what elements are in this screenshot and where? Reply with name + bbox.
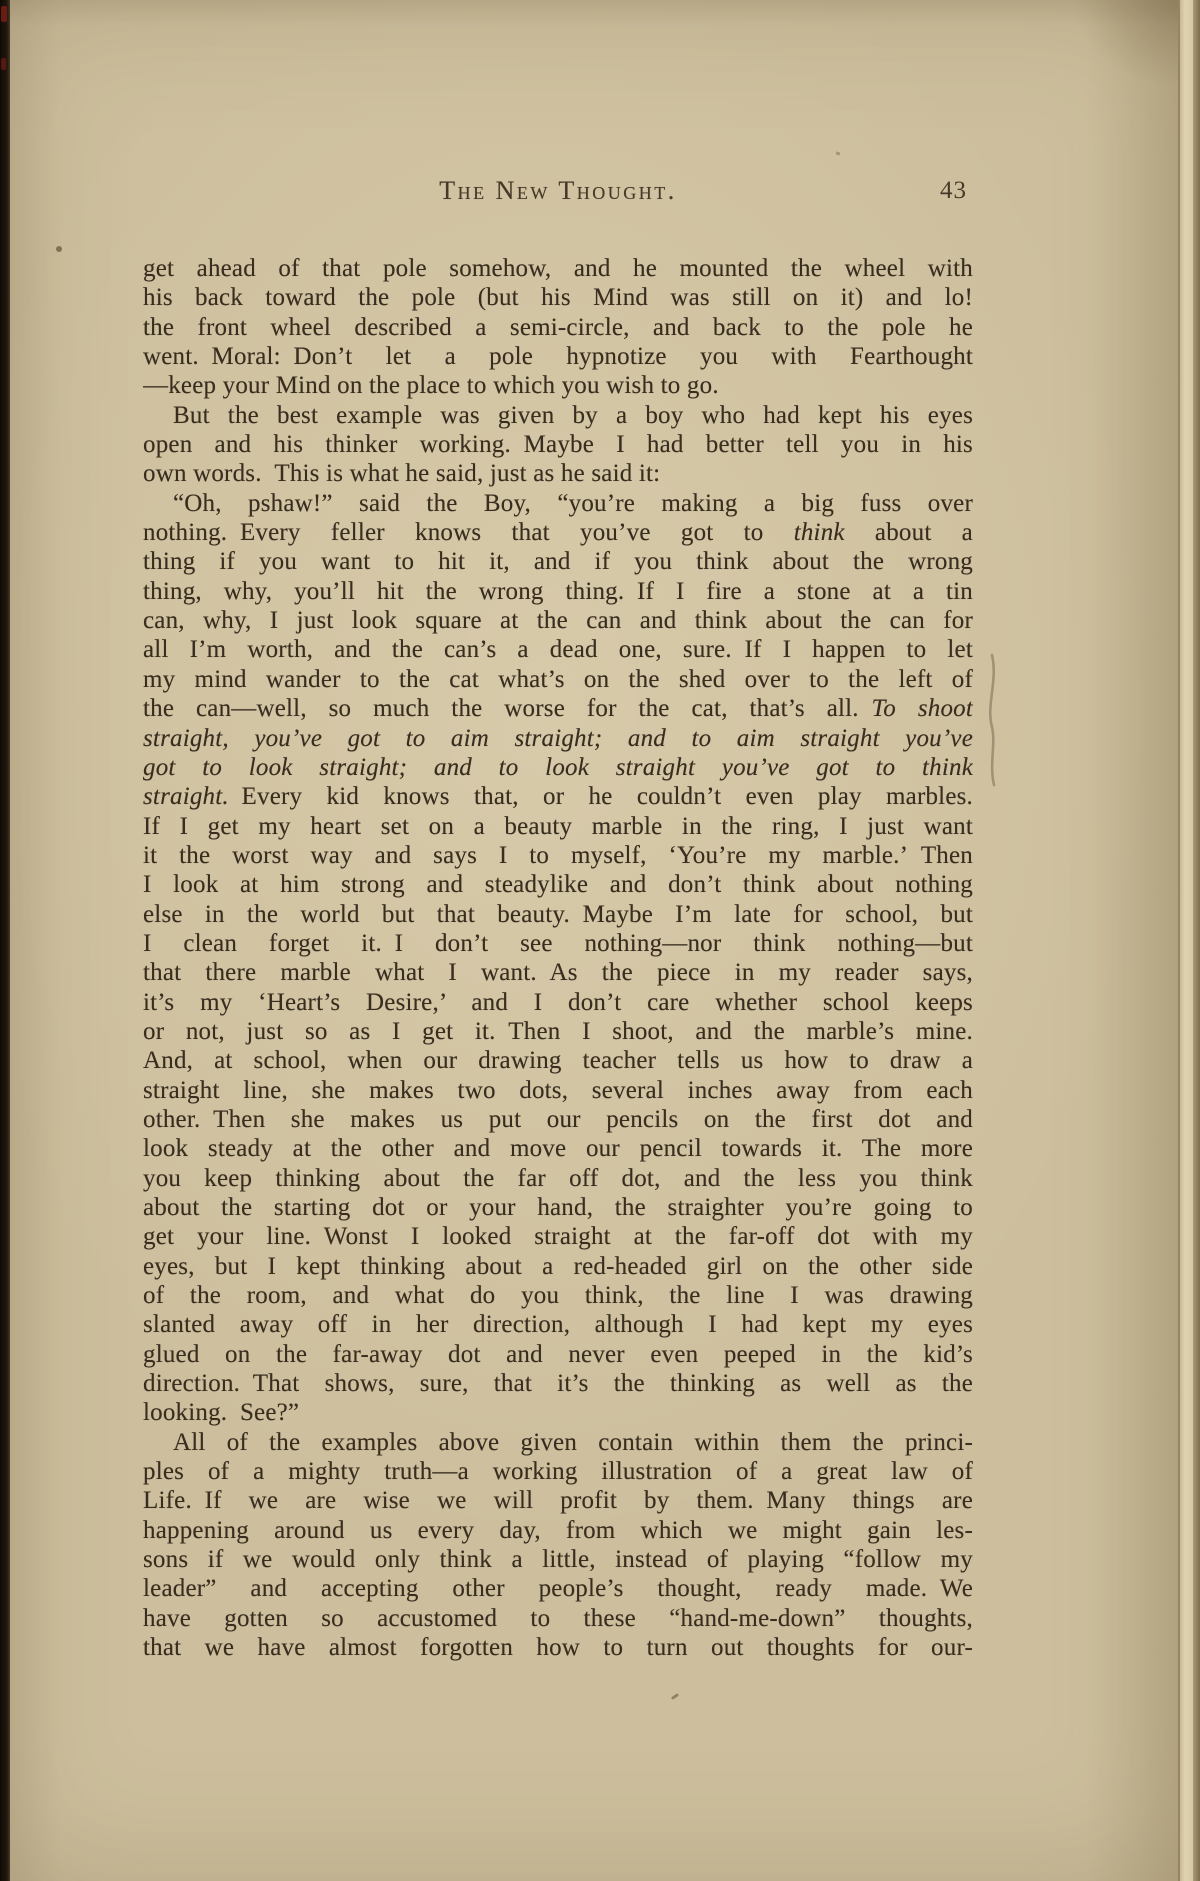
text-segment: direction. That shows, sure, that it’s the thinking as well as the bbox=[143, 1370, 973, 1398]
text-segment: or not, just so as I get it. Then I shoot, and the marble’s mine. bbox=[143, 1017, 973, 1045]
text-segment: nothing. Every feller knows that you’ve got to bbox=[143, 519, 794, 547]
text-line bbox=[143, 313, 973, 342]
book-fore-edge-shadow bbox=[1193, 0, 1200, 1881]
text-line bbox=[143, 1105, 973, 1134]
italic-text-segment: think bbox=[793, 519, 845, 547]
binding-gutter-strip bbox=[0, 0, 10, 1881]
text-segment: get your line. Wonst I looked straight at the far-off dot with my bbox=[143, 1223, 973, 1251]
text-segment: slanted away off in her direction, although I had kept my eyes bbox=[143, 1311, 973, 1339]
text-line bbox=[143, 283, 973, 312]
text-segment: went. Moral: Don’t let a pole hypnotize you with Fearthought bbox=[143, 343, 973, 371]
text-line bbox=[143, 1457, 973, 1486]
text-segment: the front wheel described a semi-circle, and back to the pole he bbox=[143, 313, 973, 341]
text-line bbox=[143, 1193, 973, 1222]
text-segment: ples of a mighty truth—a working illustration of a great law of bbox=[143, 1458, 973, 1486]
text-line bbox=[143, 1076, 973, 1105]
paper-speck bbox=[56, 246, 62, 252]
text-line bbox=[143, 342, 973, 371]
text-segment: it the worst way and says I to myself, ‘You’re my marble.’ Then bbox=[143, 841, 973, 869]
text-line bbox=[143, 724, 973, 753]
text-line bbox=[143, 1369, 973, 1398]
red-ink-blemish bbox=[1, 58, 6, 70]
text-line bbox=[143, 1017, 973, 1046]
text-segment: “Oh, pshaw!” said the Boy, “you’re making a big fuss over bbox=[173, 489, 973, 517]
text-segment: that we have almost forgotten how to turn out thoughts for our- bbox=[143, 1634, 973, 1662]
text-line bbox=[143, 1252, 973, 1281]
text-line bbox=[143, 753, 973, 782]
text-segment: I clean forget it. I don’t see nothing—nor think nothing—but bbox=[143, 929, 973, 957]
text-segment: all I’m worth, and the can’s a dead one, sure. If I happen to let bbox=[143, 636, 973, 664]
text-segment: about a bbox=[844, 519, 973, 547]
text-segment: look steady at the other and move our pencil towards it. The more bbox=[143, 1135, 973, 1163]
text-segment: other. Then she makes us put our pencils on the first dot and bbox=[143, 1105, 973, 1133]
text-segment: thing, why, you’ll hit the wrong thing. If I fire a stone at a tin bbox=[143, 577, 973, 605]
text-line bbox=[143, 1604, 973, 1633]
text-line bbox=[143, 1281, 973, 1310]
italic-text-segment: To shoot bbox=[871, 695, 973, 723]
text-segment: own words. This is what he said, just as he said it: bbox=[143, 460, 661, 488]
text-segment: have gotten so accustomed to these “hand-me-down” thoughts, bbox=[143, 1604, 973, 1632]
pencil-margin-mark bbox=[983, 653, 1005, 787]
text-segment: looking. See?” bbox=[143, 1399, 300, 1427]
text-segment: All of the examples above given contain within them the princi- bbox=[173, 1428, 973, 1456]
text-line bbox=[143, 401, 973, 430]
text-line bbox=[143, 1516, 973, 1545]
running-title: The New Thought. bbox=[439, 176, 677, 205]
italic-text-segment: got to look straight; and to look straight you’ve got to think bbox=[143, 753, 973, 781]
text-line bbox=[143, 577, 973, 606]
text-segment: leader” and accepting other people’s thought, ready made. We bbox=[143, 1575, 973, 1603]
text-segment: the can—well, so much the worse for the cat, that’s all. bbox=[143, 695, 872, 723]
body-text bbox=[143, 254, 973, 1663]
italic-text-segment: straight. bbox=[143, 783, 229, 811]
text-segment: straight line, she makes two dots, several inches away from each bbox=[143, 1076, 973, 1104]
text-line bbox=[143, 812, 973, 841]
text-line bbox=[143, 694, 973, 723]
text-segment: his back toward the pole (but his Mind was still on it) and lo! bbox=[143, 284, 973, 312]
text-line bbox=[143, 958, 973, 987]
text-line bbox=[143, 1398, 973, 1427]
text-segment: it’s my ‘Heart’s Desire,’ and I don’t care whether school keeps bbox=[143, 988, 973, 1016]
text-segment: Every kid knows that, or he couldn’t even play marbles. bbox=[228, 783, 973, 811]
text-segment: sons if we would only think a little, instead of playing “follow my bbox=[143, 1546, 973, 1574]
book-fore-edge bbox=[1180, 0, 1193, 1881]
text-line bbox=[143, 1222, 973, 1251]
text-line bbox=[143, 1633, 973, 1662]
text-segment: —keep your Mind on the place to which you wish to go. bbox=[143, 372, 719, 400]
text-segment: about the starting dot or your hand, the straighter you’re going to bbox=[143, 1194, 973, 1221]
text-line bbox=[143, 1574, 973, 1603]
text-line bbox=[143, 870, 973, 899]
text-segment: I look at him strong and steadylike and don’t think about nothing bbox=[143, 871, 973, 899]
text-line bbox=[143, 1134, 973, 1163]
text-line bbox=[143, 254, 973, 283]
text-segment: open and his thinker working. Maybe I had better tell you in his bbox=[143, 431, 973, 459]
text-segment: And, at school, when our drawing teacher tells us how to draw a bbox=[143, 1047, 973, 1075]
text-segment: get ahead of that pole somehow, and he mounted the wheel with bbox=[143, 255, 973, 282]
text-line bbox=[143, 665, 973, 694]
text-segment: But the best example was given by a boy who had kept his eyes bbox=[173, 401, 973, 429]
text-segment: can, why, I just look square at the can and think about the can for bbox=[143, 607, 973, 635]
text-line bbox=[143, 1340, 973, 1369]
text-line bbox=[143, 635, 973, 664]
text-line bbox=[143, 1428, 973, 1457]
text-segment: my mind wander to the cat what’s on the shed over to the left of bbox=[143, 665, 973, 693]
text-line bbox=[143, 459, 973, 488]
page-header bbox=[143, 176, 973, 206]
page-curl-shading bbox=[1085, 0, 1180, 1881]
text-segment: of the room, and what do you think, the line I was drawing bbox=[143, 1282, 973, 1310]
text-segment: eyes, but I kept thinking about a red-headed girl on the other side bbox=[143, 1252, 973, 1280]
text-line bbox=[143, 1486, 973, 1515]
text-line bbox=[143, 929, 973, 958]
text-segment: you keep thinking about the far off dot, and the less you think bbox=[143, 1164, 973, 1192]
top-right-corner-shading bbox=[1010, 0, 1180, 150]
red-ink-blemish bbox=[1, 6, 7, 22]
text-segment: glued on the far-away dot and never even peeped in the kid’s bbox=[143, 1340, 973, 1368]
text-segment: that there marble what I want. As the piece in my reader says, bbox=[143, 959, 973, 987]
text-line bbox=[143, 782, 973, 811]
text-segment: Life. If we are wise we will profit by them. Many things are bbox=[143, 1487, 973, 1515]
text-line bbox=[143, 371, 973, 400]
text-line bbox=[143, 518, 973, 547]
italic-text-segment: straight, you’ve got to aim straight; and to aim straight you’ve bbox=[143, 724, 973, 752]
text-line bbox=[143, 606, 973, 635]
text-segment: happening around us every day, from which we might gain les- bbox=[143, 1516, 973, 1544]
text-segment: else in the world but that beauty. Maybe I’m late for school, but bbox=[143, 900, 973, 928]
text-line bbox=[143, 1310, 973, 1339]
text-segment: thing if you want to hit it, and if you think about the wrong bbox=[143, 548, 973, 576]
text-line bbox=[143, 900, 973, 929]
text-line bbox=[143, 1545, 973, 1574]
text-line bbox=[143, 1046, 973, 1075]
text-line bbox=[143, 1164, 973, 1193]
text-line bbox=[143, 489, 973, 518]
text-segment: If I get my heart set on a beauty marble in the ring, I just want bbox=[143, 812, 973, 840]
text-line bbox=[143, 988, 973, 1017]
page-number: 43 bbox=[940, 177, 967, 204]
text-line bbox=[143, 547, 973, 576]
text-line bbox=[143, 430, 973, 459]
text-line bbox=[143, 841, 973, 870]
